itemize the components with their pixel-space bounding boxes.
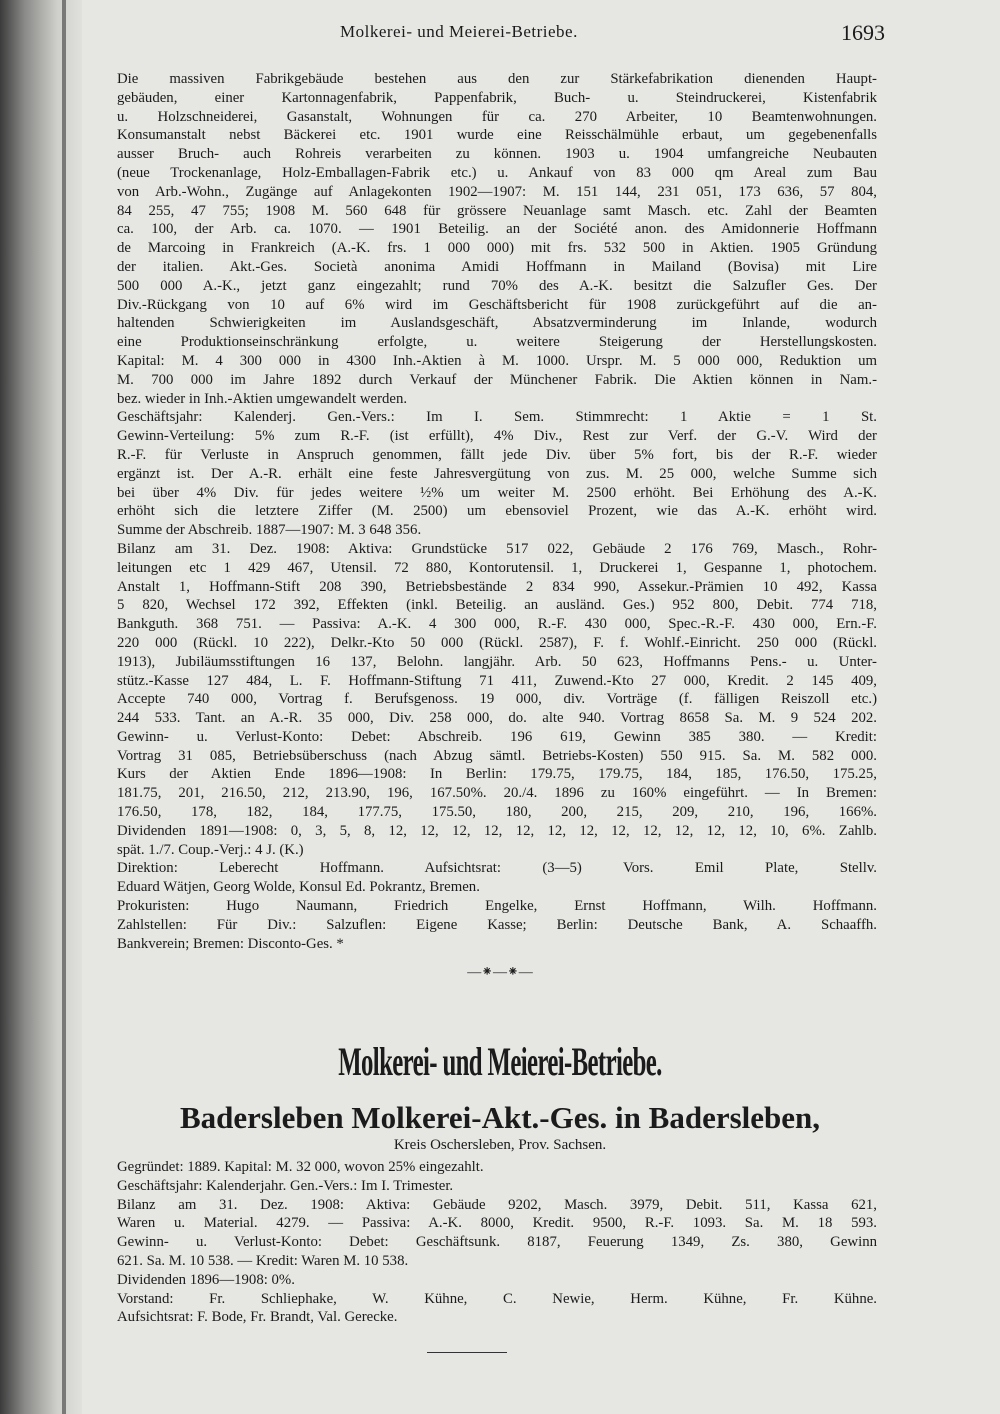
entry1-line: 500 000 A.-K., jetzt ganz eingezahlt; rund 70% des A.-K. besitzt die Salzufler Ges. Der (117, 277, 877, 294)
entry2-line: Dividenden 1896—1908: 0%. (117, 1271, 295, 1288)
entry-hoffmann-staerkefabrik-continued (117, 70, 877, 953)
entry1-line: 244 533. Tant. an A.-R. 35 000, Div. 258 000, do. alte 940. Vortrag 8658 Sa. M. 9 524 202. (117, 710, 877, 727)
company-subtitle: Kreis Oschersleben, Prov. Sachsen. (393, 1137, 607, 1153)
entry1-line: Accepte 740 000, Vortrag f. Berufsgenoss. 19 000, div. Vorträge (f. fälligen Reiszoll etc.) (117, 691, 877, 708)
entry1-line: Summe der Abschreib. 1887—1907: M. 3 648 356. (117, 522, 422, 539)
entry1-line: M. 700 000 im Jahre 1892 durch Verkauf der Münchener Fabrik. Die Aktien können in Nam.- (117, 371, 877, 388)
entry1-line: erhöht sich die letztere Ziffer (M. 2500) um ebensoviel Prozent, wie das A.-K. erhöht wird. (117, 503, 877, 520)
entry1-line: Vortrag 31 085, Betriebsüberschuss (nach Abzug sämtl. Betriebs-Kosten) 550 915. Sa. M. 582 000. (117, 747, 877, 764)
entry2-line: Waren u. Material. 4279. — Passiva: A.-K. 8000, Kredit. 9500, R.-F. 1093. Sa. M. 18 593. (117, 1215, 877, 1232)
entry1-line: Konsumanstalt nebst Bäckerei etc. 1901 wurde eine Reisschälmühle erbaut, um gegebenenfalls (117, 127, 877, 144)
entry2-line: Aufsichtsrat: F. Bode, Fr. Brandt, Val. Gerecke. (117, 1309, 398, 1326)
entry1-line: spät. 1./7. Coup.-Verj.: 4 J. (K.) (117, 841, 304, 858)
entry1-line: Die massiven Fabrikgebäude bestehen aus den zur Stärkefabrikation dienenden Haupt- (117, 71, 877, 87)
entry1-line: de Marcoing in Frankreich (A.-K. frs. 1 000 000) mit frs. 532 500 in Aktien. 1905 Gründung (117, 240, 877, 257)
entry1-line: Anstalt 1, Hoffmann-Stift 208 390, Betriebsbestände 2 834 990, Assekur.-Prämien 10 492, Kassa (117, 578, 877, 595)
entry1-line: R.-F. für Verluste in Anspruch genommen, fällt jede Div. über 5% fort, bis der R.-F. wieder (117, 446, 877, 463)
entry1-line: 176.50, 178, 182, 184, 177.75, 175.50, 180, 200, 215, 209, 210, 196, 166%. (117, 804, 877, 821)
entry1-line: ausser Bruch- auch Rohreis verarbeiten zu können. 1903 u. 1904 umfangreiche Neubauten (117, 146, 877, 163)
entry1-line: haltenden Schwierigkeiten im Auslandsgeschäft, Absatzverminderung im Inlande, wodurch (117, 315, 877, 332)
entry2-line: Bilanz am 31. Dez. 1908: Aktiva: Gebäude 9202, Masch. 3979, Debit. 511, Kassa 621, (117, 1196, 877, 1213)
entry1-line: gebäuden, einer Kartonnagenfabrik, Pappenfabrik, Buch- u. Steindruckerei, Kistenfabrik (117, 89, 877, 106)
entry1-line: ca. 100, der Arb. ca. 1070. — 1901 Beteilig. an der Société anon. des Amidonnerie Hoffmann (117, 221, 877, 238)
entry1-line: 5 820, Wechsel 172 392, Effekten (inkl. Beteilig. an ausländ. Ges.) 952 800, Debit. 774 718, (117, 597, 877, 614)
entry1-line: Kurs der Aktien Ende 1896—1908: In Berlin: 179.75, 179.75, 184, 185, 176.50, 175.25, (117, 766, 877, 783)
entry2-line: 621. Sa. M. 10 538. — Kredit: Waren M. 10 538. (117, 1252, 409, 1269)
entry1-line: Gewinn-Verteilung: 5% zum R.-F. (ist erfüllt), 4% Div., Rest zur Verf. der G.-V. Wird der (117, 428, 877, 445)
entry1-line: Geschäftsjahr: Kalenderj. Gen.-Vers.: Im I. Sem. Stimmrecht: 1 Aktie = 1 St. (117, 409, 877, 426)
running-head: Molkerei- und Meierei-Betriebe. (340, 22, 578, 41)
entry1-line: stütz.-Kasse 127 484, L. F. Hoffmann-Stiftung 71 411, Zuwend.-Kto 27 000, Kredit. 2 145 409, (117, 672, 877, 689)
entry2-line: Geschäftsjahr: Kalenderjahr. Gen.-Vers.: Im I. Trimester. (117, 1177, 454, 1194)
entry1-line: Kapital: M. 4 300 000 in 4300 Inh.-Aktien à M. 1000. Urspr. M. 5 000 000, Reduktion um (117, 352, 877, 369)
entry1-line: Zahlstellen: Für Div.: Salzuflen: Eigene Kasse; Berlin: Deutsche Bank, A. Schaaffh. (117, 916, 877, 933)
entry1-line: Bankverein; Bremen: Disconto-Ges. * (117, 935, 344, 952)
page-header (0, 20, 1000, 50)
entry1-line: Dividenden 1891—1908: 0, 3, 5, 8, 12, 12, 12, 12, 12, 12, 12, 12, 12, 12, 12, 12, 10, 6%. Zahlb. (117, 822, 877, 839)
entry1-line: Prokuristen: Hugo Naumann, Friedrich Engelke, Ernst Hoffmann, Wilh. Hoffmann. (117, 898, 877, 915)
entry2-line: Vorstand: Fr. Schliephake, W. Kühne, C. Newie, Herm. Kühne, Fr. Kühne. (117, 1290, 877, 1307)
section-title: Molkerei- und Meierei-Betriebe. (338, 1039, 662, 1084)
entry1-line: 84 255, 47 755; 1908 M. 560 648 für grössere Neuanlage samt Masch. etc. Zahl der Beamten (117, 202, 877, 219)
page-number: 1693 (841, 20, 885, 45)
entry1-line: Div.-Rückgang von 10 auf 6% wird im Geschäftsbericht für 1908 zurückgeführt auf die an- (117, 296, 877, 313)
entry1-line: von Arb.-Wohn., Zugänge auf Anlagekonten 1902—1907: M. 151 144, 231 051, 173 636, 57 804, (117, 183, 877, 200)
entry1-line: Bankguth. 368 751. — Passiva: A.-K. 4 300 000, R.-F. 430 000, Spec.-R.-F. 430 000, Ern.-F. (117, 616, 877, 633)
entry1-line: Eduard Wätjen, Georg Wolde, Konsul Ed. Pokrantz, Bremen. (117, 879, 480, 896)
entry1-line: 220 000 (Rückl. 10 222), Delkr.-Kto 50 000 (Rückl. 2587), F. f. Wohlf.-Einricht. 250 000 (Rückl. (117, 634, 877, 651)
entry1-line: Direktion: Leberecht Hoffmann. Aufsichtsrat: (3—5) Vors. Emil Plate, Stellv. (117, 860, 877, 877)
company-title: Badersleben Molkerei-Akt.-Ges. in Badersleben, (179, 1100, 821, 1135)
book-spine-shadow (0, 0, 82, 1414)
entry2-line: Gewinn- u. Verlust-Konto: Debet: Geschäftsunk. 8187, Feuerung 1349, Zs. 380, Gewinn (117, 1234, 877, 1251)
entry1-line: leitungen etc 1 429 467, Utensil. 72 880, Kontorutensil. 1, Druckerei 1, Gespanne 1, photochem. (117, 559, 877, 576)
entry1-line: bez. wieder in Inh.-Aktien umgewandelt werden. (117, 390, 408, 407)
entry-badersleben-molkerei (117, 1158, 877, 1327)
entry2-line: Gegründet: 1889. Kapital: M. 32 000, wovon 25% eingezahlt. (117, 1159, 484, 1175)
closing-rule (427, 1352, 507, 1353)
entry1-line: 181.75, 201, 216.50, 212, 213.90, 196, 167.50%. 20./4. 1896 zu 160% eingeführt. — In Bremen: (117, 785, 877, 802)
section-ornament: —⁕—⁕— (467, 965, 533, 980)
entry1-line: u. Holzschneiderei, Gasanstalt, Wohnungen für ca. 270 Arbeiter, 10 Beamtenwohnungen. (117, 108, 877, 125)
entry1-line: ergänzt ist. Der A.-R. erhält eine feste Jahresvergütung von zus. M. 25 000, welche Summe sich (117, 465, 877, 482)
entry1-line: der italien. Akt.-Ges. Società anonima Amidi Hoffmann in Mailand (Bovisa) mit Lire (117, 258, 877, 275)
entry1-line: (neue Trockenanlage, Holz-Emballagen-Fabrik etc.) u. Ankauf von 83 000 qm Areal zum Bau (117, 164, 877, 181)
entry1-line: Bilanz am 31. Dez. 1908: Aktiva: Grundstücke 517 022, Gebäude 2 176 769, Masch., Rohr- (117, 540, 877, 557)
entry1-line: 1913), Jubiläumsstiftungen 16 137, Belohn. langjähr. Arb. 50 623, Hoffmanns Pens.- u. Unter- (117, 653, 877, 670)
spine-edge (62, 0, 66, 1414)
entry1-line: Gewinn- u. Verlust-Konto: Debet: Abschreib. 196 619, Gewinn 385 380. — Kredit: (117, 728, 877, 745)
entry1-line: bei über 4% Div. für jedes weitere ½% um weiter M. 2500 erhöht. Bei Erhöhung des A.-K. (117, 484, 877, 501)
entry1-line: eine Produktionseinschränkung erfolgte, u. weitere Steigerung der Herstellungskosten. (117, 334, 877, 351)
